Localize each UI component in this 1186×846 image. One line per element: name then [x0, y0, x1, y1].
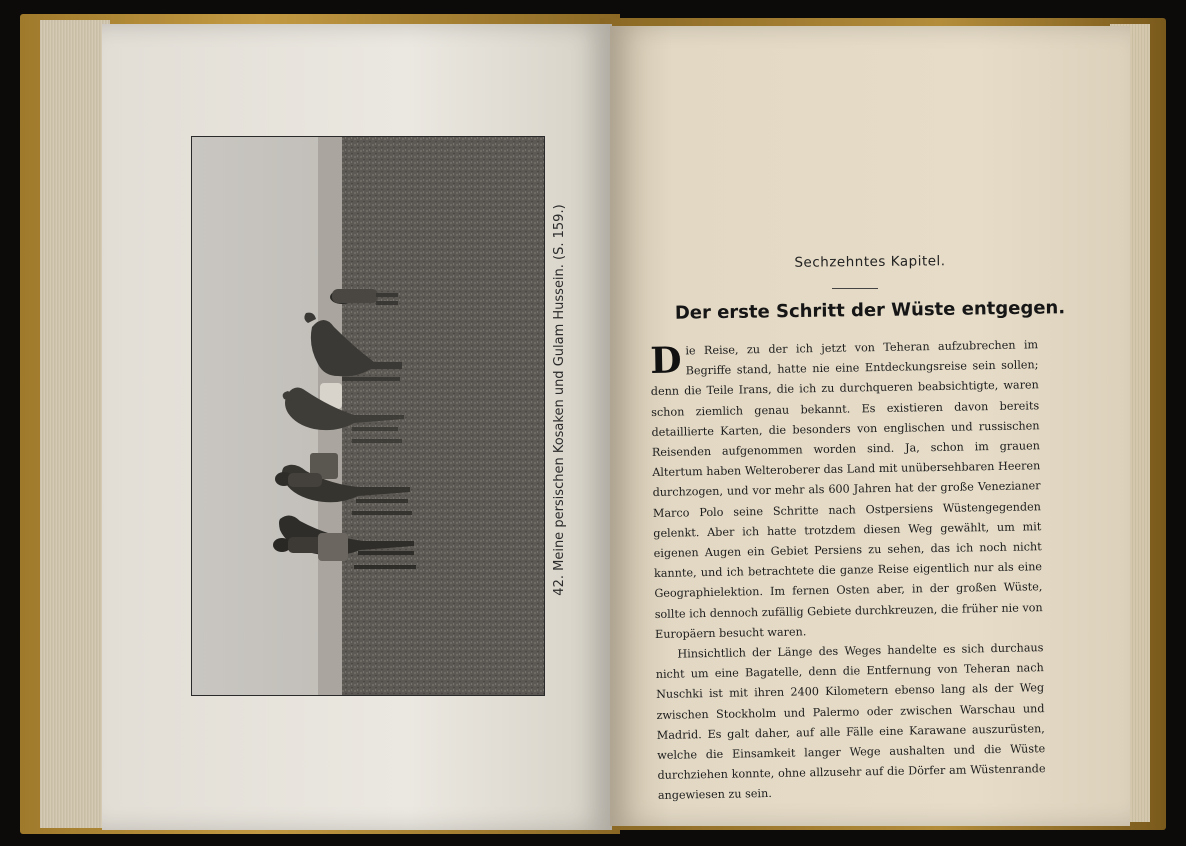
- photo-caption: 42. Meine persischen Kosaken und Gulam Hussein. (S. 159.): [552, 204, 567, 596]
- chapter-divider: [832, 288, 878, 289]
- paragraph-2: Hinsichtlich der Länge des Weges handelte es sich durchaus nicht um eine Bagatelle, denn die Entfernung von Teheran nach Nuschki ist mit ihren 2400 Kilometern ebenso lang als der Weg zwischen Stockholm und Palermo oder zwischen Warschau und Madrid. Es galt daher, auf alle Fälle eine Karawane auszurüsten, welche die Einsamkeit langer Wege aushalten und die Wüste durchziehen konnte, ohne allzusehr auf die Dörfer am Wüstenrande angewiesen zu sein.: [655, 641, 1046, 803]
- camel-caravan-photo: [191, 136, 545, 696]
- chapter-label: Sechzehntes Kapitel.: [794, 253, 946, 271]
- chapter-body: [650, 335, 1046, 806]
- photo-illustration: [192, 137, 544, 695]
- drop-cap: D: [649, 339, 682, 382]
- paragraph-1-text: ie Reise, zu der ich jetzt von Teheran aufzubrechen im Begriffe stand, hatte nie eine Entdeckungsreise sein sollen; denn die Teile Irans, die ich zu durchqueren beabsichtigte, waren schon ziemlich genau bekannt. Es existieren davon bereits detaillierte Karten, die besonders von englischen und russischen Reisenden aufgenommen worden sind. Ja, schon im grauen Altertum haben Welteroberer das Land mit unübersehbaren Heeren durchzogen, und vor mehr als 600 Jahren hat der große Venezianer Marco Polo seine Schritte nach Ostpersiens Wüstengegenden gelenkt. Aber ich hatte trotzdem diesen Weg gewählt, um mit eigenen Augen ein Gebiet Persiens zu sehen, das ich noch nicht kannte, und ich betrachtete die ganze Reise eigentlich nur als eine Geographielektion. Im fernen Osten aber, in der großen Wüste, sollte ich dennoch zufällig Gebiete durchkreuzen, die früher nie von Europäern besucht waren.: [650, 338, 1043, 641]
- paragraph-1: [650, 335, 1043, 645]
- page-stack-left: [40, 20, 110, 828]
- photo-caption-wrap: [552, 200, 572, 600]
- chapter-title: Der erste Schritt der Wüste entgegen.: [674, 297, 1066, 324]
